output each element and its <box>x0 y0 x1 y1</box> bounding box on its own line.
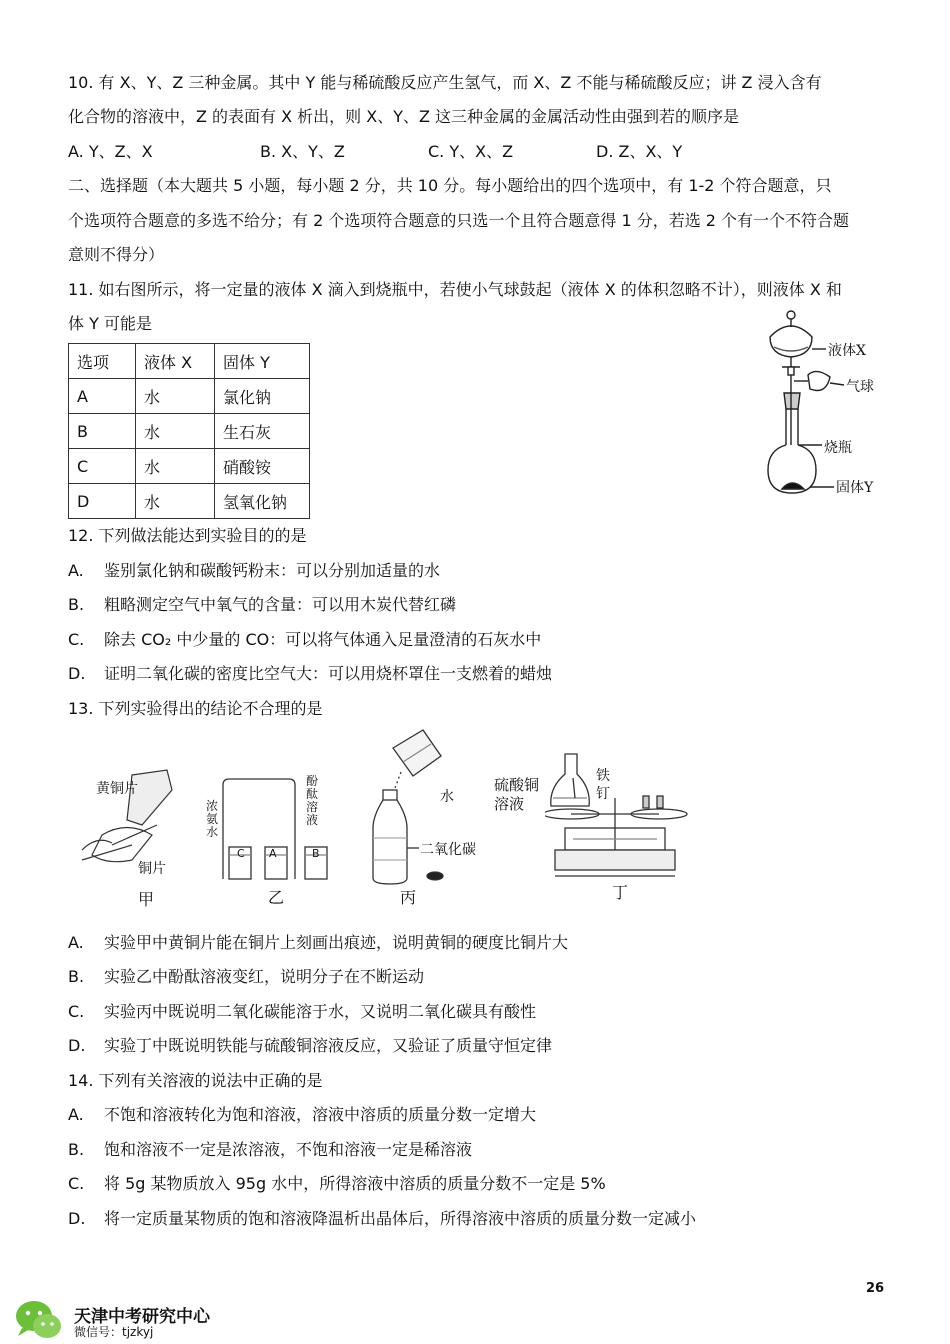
q12-stem: 12. 下列做法能达到实验目的的是 <box>68 526 307 545</box>
q12-option-d-text: 证明二氧化碳的密度比空气大：可以用烧杯罩住一支燃着的蜡烛 <box>104 664 553 683</box>
table-cell: 水 <box>136 484 215 519</box>
q14-stem: 14. 下列有关溶液的说法中正确的是 <box>68 1071 323 1090</box>
figure-label-flask: 烧瓶 <box>824 440 852 456</box>
label-water: 水 <box>440 789 454 805</box>
experiment-bing-figure <box>365 728 465 888</box>
figure-label-balloon: 气球 <box>846 379 874 395</box>
q11-line2: 体 Y 可能是 <box>68 314 152 333</box>
page-number: 26 <box>866 1281 885 1296</box>
q12-option-c-text: 除去 CO₂ 中少量的 CO：可以将气体通入足量澄清的石灰水中 <box>104 630 542 649</box>
footer-title: 天津中考研究中心 <box>74 1307 210 1327</box>
q12-option-c-key: C. <box>68 630 85 649</box>
q10-option-b: B. X、Y、Z <box>260 142 345 161</box>
label-bing: 丙 <box>400 888 417 907</box>
table-row <box>69 484 310 519</box>
q14-option-c-text: 将 5g 某物质放入 95g 水中，所得溶液中溶质的质量分数不一定是 5% <box>104 1174 606 1193</box>
q13-option-b-key: B. <box>68 967 85 986</box>
table-header-cell: 液体 X <box>136 344 215 379</box>
experiment-ding-figure <box>545 748 695 883</box>
table-row <box>69 449 310 484</box>
label-ding: 丁 <box>612 883 629 902</box>
q14-option-a-key: A. <box>68 1105 84 1124</box>
q13-stem: 13. 下列实验得出的结论不合理的是 <box>68 699 323 718</box>
q10-option-a: A. Y、Z、X <box>68 142 153 161</box>
table-header-cell: 固体 Y <box>215 344 310 379</box>
table-header-cell: 选项 <box>69 344 136 379</box>
table-cell: 水 <box>136 449 215 484</box>
wechat-logo-icon <box>14 1298 64 1342</box>
q12-option-b-text: 粗略测定空气中氧气的含量：可以用木炭代替红磷 <box>104 595 457 614</box>
q14-option-a-text: 不饱和溶液转化为饱和溶液，溶液中溶质的质量分数一定增大 <box>104 1105 537 1124</box>
table-row <box>69 414 310 449</box>
q14-option-b-text: 饱和溶液不一定是浓溶液，不饱和溶液一定是稀溶液 <box>104 1140 473 1159</box>
q14-option-d-key: D. <box>68 1209 86 1228</box>
footer-wechat-id: 微信号：tjzkyj <box>74 1325 154 1339</box>
q11-table <box>68 343 310 519</box>
q14-option-b-key: B. <box>68 1140 85 1159</box>
q10-option-c: C. Y、X、Z <box>428 142 514 161</box>
label-beaker-a: A <box>269 847 277 860</box>
label-ammonia: 浓氨水 <box>206 799 219 839</box>
label-beaker-b: B <box>312 847 320 860</box>
section2-line3: 意则不得分） <box>68 245 165 264</box>
table-cell: 生石灰 <box>215 414 310 449</box>
figure-label-solid-y: 固体Y <box>836 480 874 496</box>
q13-option-a-key: A. <box>68 933 84 952</box>
q10-line1: 10. 有 X、Y、Z 三种金属。其中 Y 能与稀硫酸反应产生氢气，而 X、Z 不能与稀硫酸反应；讲 Z 浸入含有 <box>68 73 822 92</box>
table-cell: C <box>69 449 136 484</box>
q10-option-d: D. Z、X、Y <box>596 142 683 161</box>
table-row <box>69 379 310 414</box>
q13-option-c-text: 实验丙中既说明二氧化碳能溶于水，又说明二氧化碳具有酸性 <box>104 1002 537 1021</box>
label-yi: 乙 <box>268 888 285 907</box>
flask-apparatus-figure <box>760 305 890 505</box>
label-beaker-c: C <box>237 847 245 860</box>
q13-option-b-text: 实验乙中酚酞溶液变红，说明分子在不断运动 <box>104 967 425 986</box>
table-cell: B <box>69 414 136 449</box>
q12-option-b-key: B. <box>68 595 85 614</box>
q12-option-d-key: D. <box>68 664 86 683</box>
figure-label-liquid-x: 液体X <box>828 343 866 359</box>
q13-option-d-text: 实验丁中既说明铁能与硫酸铜溶液反应，又验证了质量守恒定律 <box>104 1036 553 1055</box>
q13-option-c-key: C. <box>68 1002 85 1021</box>
section2-line1: 二、选择题（本大题共 5 小题，每小题 2 分，共 10 分。每小题给出的四个选项中，有 1-2 个符合题意，只 <box>68 176 832 195</box>
label-brass: 黄铜片 <box>96 781 138 797</box>
label-iron-nail: 铁钉 <box>596 768 610 802</box>
q10-line2: 化合物的溶液中，Z 的表面有 X 析出，则 X、Y、Z 这三种金属的金属活动性由强到若的顺序是 <box>68 107 740 126</box>
q11-line1: 11. 如右图所示，将一定量的液体 X 滴入到烧瓶中，若使小气球鼓起（液体 X 的体积忽略不计），则液体 X 和 <box>68 280 842 299</box>
q12-option-a-key: A. <box>68 561 84 580</box>
label-phenolphthalein: 酚酞溶液 <box>306 774 319 827</box>
label-jia: 甲 <box>138 890 155 909</box>
table-cell: 水 <box>136 379 215 414</box>
table-cell: 氯化钠 <box>215 379 310 414</box>
q13-option-a-text: 实验甲中黄铜片能在铜片上刻画出痕迹，说明黄铜的硬度比铜片大 <box>104 933 569 952</box>
table-cell: A <box>69 379 136 414</box>
table-cell: 硝酸铵 <box>215 449 310 484</box>
label-copper: 铜片 <box>138 861 166 877</box>
q14-option-d-text: 将一定质量某物质的饱和溶液降温析出晶体后，所得溶液中溶质的质量分数一定减小 <box>104 1209 697 1228</box>
label-co2: 二氧化碳 <box>420 842 476 858</box>
table-cell: 氢氧化钠 <box>215 484 310 519</box>
q14-option-c-key: C. <box>68 1174 85 1193</box>
experiment-yi-figure <box>215 775 340 885</box>
label-cuso4: 硫酸铜溶液 <box>494 776 540 813</box>
table-cell: 水 <box>136 414 215 449</box>
q12-option-a-text: 鉴别氯化钠和碳酸钙粉末：可以分别加适量的水 <box>104 561 441 580</box>
table-header-row <box>69 344 310 379</box>
table-cell: D <box>69 484 136 519</box>
section2-line2: 个选项符合题意的多选不给分；有 2 个选项符合题意的只选一个且符合题意得 1 分，若选 2 个有一个不符合题 <box>68 211 850 230</box>
q13-option-d-key: D. <box>68 1036 86 1055</box>
